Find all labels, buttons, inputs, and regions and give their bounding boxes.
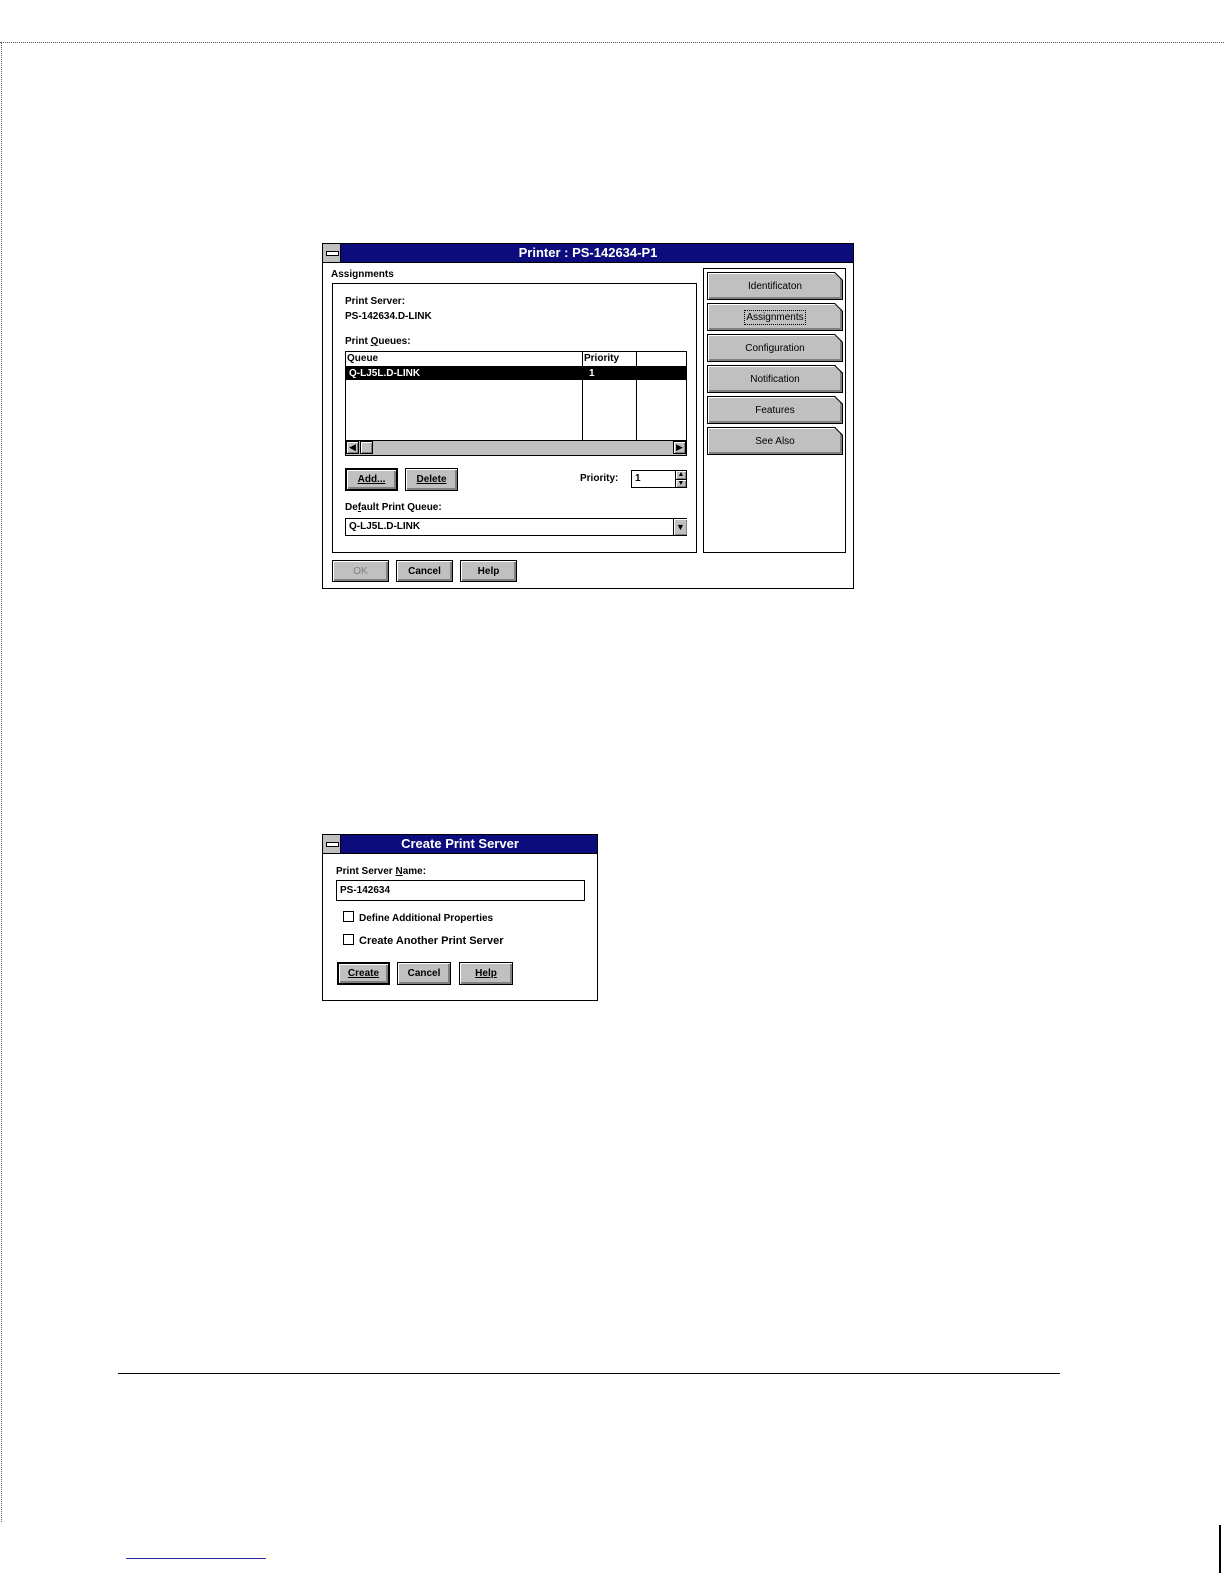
priority-input[interactable]: 1 [631,470,676,488]
tab-label: See Also [755,435,795,447]
table-row[interactable] [346,367,686,380]
scroll-thumb[interactable] [360,441,373,454]
tab-notification[interactable] [707,365,843,393]
create-button[interactable] [337,962,390,985]
cancel-button[interactable] [397,962,451,985]
print-server-value: PS-142634.D-LINK [345,311,432,322]
tab-configuration[interactable] [707,334,843,362]
print-queues-label: Print Queues: [345,336,411,347]
column-divider [582,352,583,442]
tab-label: Notification [750,373,800,385]
spin-up-arrow-icon[interactable]: ▲ [677,471,685,478]
tab-corner [835,427,843,435]
column-header-queue[interactable]: Queue [347,353,379,364]
horizontal-scrollbar[interactable] [346,440,686,455]
priority-label: Priority: [580,473,619,484]
tab-see-also[interactable] [707,427,843,455]
cancel-button-label: Cancel [407,968,441,979]
tab-features[interactable] [707,396,843,424]
define-additional-properties-label[interactable]: Define Additional Properties [359,913,494,924]
delete-button-label: Delete [416,474,447,485]
scroll-right-arrow-icon[interactable]: ▶ [673,441,686,454]
tab-corner [835,272,843,280]
tab-label: Assignments [746,311,804,323]
create-print-server-dialog [322,834,598,1001]
system-menu-icon[interactable] [323,835,341,853]
page-left-dotted-border [1,42,2,1522]
page-top-dotted-border [0,42,1224,43]
spin-down-arrow-icon[interactable]: ▼ [677,480,685,487]
print-queues-list[interactable] [345,351,687,456]
scroll-left-arrow-icon[interactable]: ◀ [346,441,359,454]
help-button[interactable] [459,962,513,985]
ok-button-label: OK [353,565,368,577]
tab-identification[interactable] [707,272,843,300]
ok-button[interactable] [332,560,389,582]
tab-corner [835,396,843,404]
priority-spinner[interactable] [675,470,687,488]
tab-corner [835,365,843,373]
create-button-label: Create [347,968,380,979]
tab-corner [835,303,843,311]
print-server-label: Print Server: [345,296,406,307]
add-queue-button[interactable] [345,468,398,491]
tab-label: Features [755,404,795,416]
define-additional-properties-checkbox[interactable] [343,911,354,922]
help-button[interactable] [460,560,517,582]
printer-dialog [322,243,854,589]
dropdown-arrow-icon[interactable]: ▼ [673,519,687,535]
help-button-label: Help [475,968,497,979]
cancel-button-label: Cancel [408,565,441,577]
tab-assignments[interactable] [707,303,843,331]
system-menu-icon[interactable] [323,244,341,262]
tab-panel [703,268,846,553]
page-right-edge [1219,1525,1221,1573]
priority-cell: 1 [589,368,595,379]
tab-label: Identificaton [748,280,802,292]
section-label-assignments: Assignments [331,269,394,280]
delete-queue-button[interactable] [405,468,458,491]
footer-rule [118,1373,1060,1374]
tab-label: Configuration [745,342,805,354]
queue-cell: Q-LJ5L.D-LINK [349,368,421,379]
column-header-priority[interactable]: Priority [584,353,620,364]
help-button-label: Help [477,565,500,577]
footer-link-underline[interactable] [126,1558,266,1559]
print-server-name-input[interactable]: PS-142634 [336,880,585,901]
create-dialog-title: Create Print Server [323,835,597,854]
create-another-print-server-checkbox[interactable] [343,934,354,945]
printer-dialog-title: Printer : PS-142634-P1 [323,244,853,263]
create-another-print-server-label[interactable]: Create Another Print Server [359,935,504,947]
tab-corner [835,334,843,342]
default-print-queue-label: Default Print Queue: [345,502,442,513]
add-button-label: Add... [357,474,386,485]
cancel-button[interactable] [396,560,453,582]
assignments-group [332,283,697,553]
default-print-queue-select[interactable]: Q-LJ5L.D-LINK [345,518,687,536]
column-divider [636,352,637,442]
print-server-name-label: Print Server Name: [336,866,427,877]
